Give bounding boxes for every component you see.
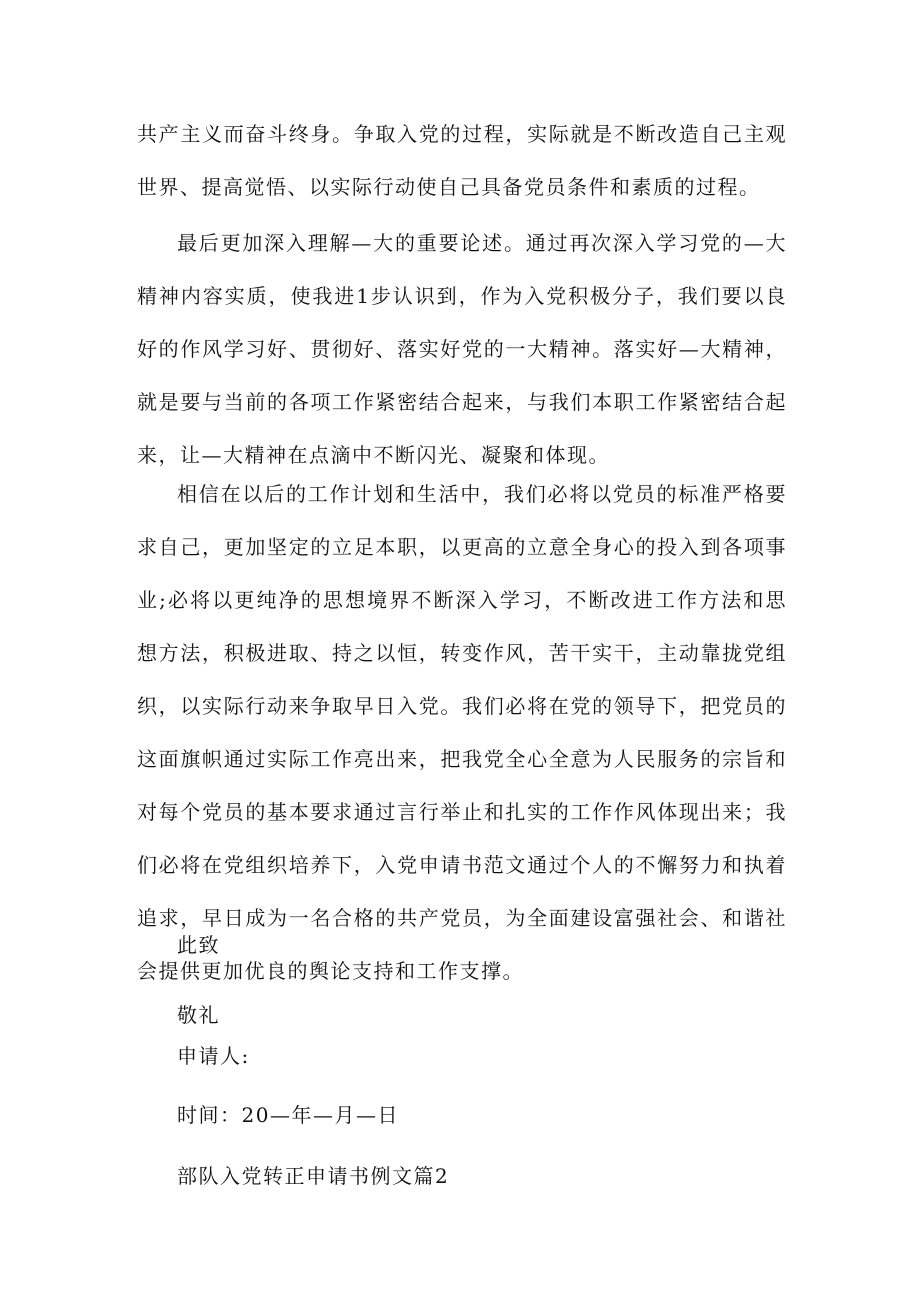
date-line: 时间：20—年—月—日: [177, 1103, 399, 1127]
applicant-label: 申请人:: [177, 1044, 250, 1068]
paragraph-3: 相信在以后的工作计划和生活中，我们必将以党员的标准严格要求自己，更加坚定的立足本职，以更高的立意全身心的投入到各项事业;必将以更纯净的思想境界不断深入学习，不断改进工作方法和思想方法，积极进取、持之以恒，转变作风，苦干实干，主动靠拢党组织，以实际行动来争取早日入党。我们必将在党的领导下，把党员的这面旗帜通过实际工作亮出来，把我党全心全意为人民服务的宗旨和对每个党员的基本要求通过言行举止和扎实的工作作风体现出来；我们必将在党组织培养下，入党申请书范文通过个人的不懈努力和执着追求，早日成为一名合格的共产党员，为全面建设富强社会、和谐社会提供更加优良的舆论支持和工作支撑。: [137, 482, 787, 983]
next-section-title: 部队入党转正申请书例文篇2: [177, 1164, 450, 1188]
salutation-text: 此致: [177, 933, 220, 957]
regards-text: 敬礼: [177, 1003, 220, 1027]
paragraph-2: 最后更加深入理解—大的重要论述。通过再次深入学习党的—大精神内容实质，使我进1步认识到，作为入党积极分子，我们要以良好的作风学习好、贯彻好、落实好党的一大精神。落实好—大精神，就是要与当前的各项工作紧密结合起来，与我们本职工作紧密结合起来，让—大精神在点滴中不断闪光、凝聚和体现。: [137, 231, 787, 467]
paragraph-1: 共产主义而奋斗终身。争取入党的过程，实际就是不断改造自己主观世界、提高觉悟、以实际行动使自己具备党员条件和素质的过程。: [137, 122, 787, 199]
